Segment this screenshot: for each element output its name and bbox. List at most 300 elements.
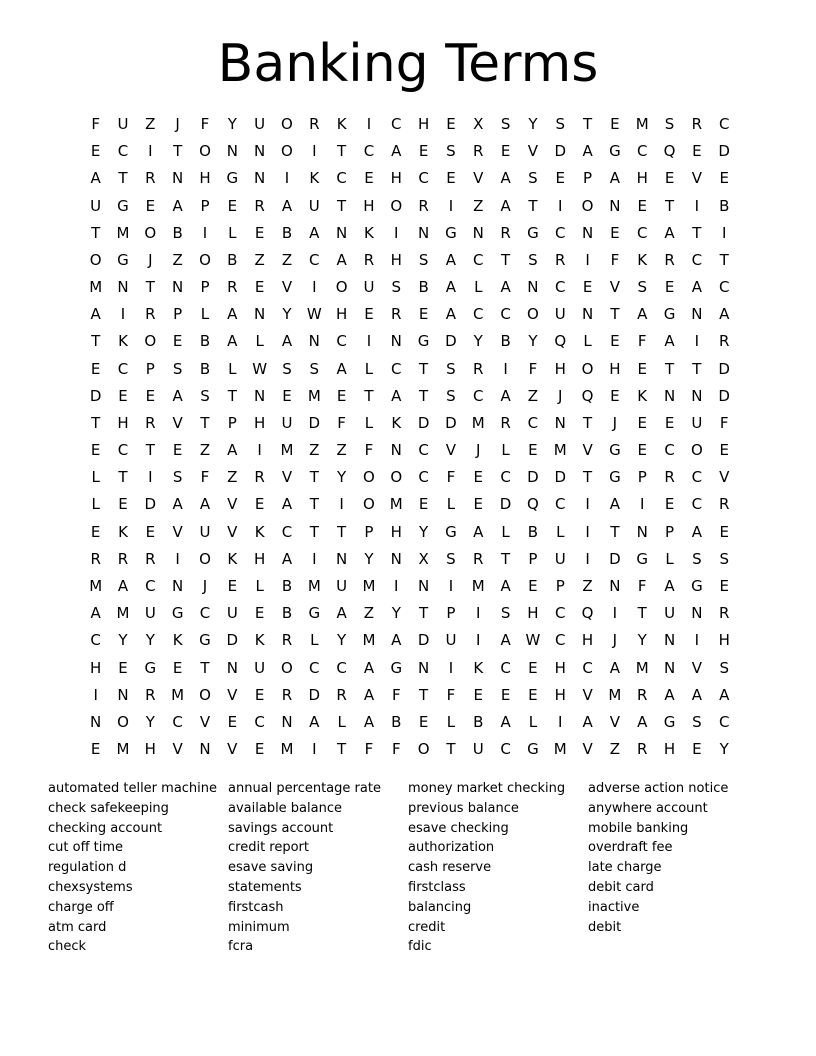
- grid-letter: E: [719, 169, 729, 188]
- grid-letter: R: [254, 468, 265, 487]
- grid-letter: O: [417, 740, 430, 759]
- grid-letter: C: [117, 441, 129, 460]
- grid-letter: F: [364, 441, 374, 460]
- grid-letter: Y: [227, 115, 237, 134]
- word-list-item: statements: [228, 879, 302, 895]
- grid-letter: H: [581, 631, 594, 650]
- grid-letter: R: [391, 305, 402, 324]
- grid-letter: A: [691, 685, 703, 704]
- grid-letter: L: [474, 278, 483, 297]
- grid-row: [82, 356, 738, 383]
- grid-letter: C: [691, 468, 703, 487]
- grid-letter: T: [337, 142, 347, 161]
- grid-letter: A: [227, 332, 238, 351]
- grid-letter: I: [202, 223, 208, 242]
- grid-row: [82, 573, 738, 600]
- grid-letter: T: [200, 413, 210, 432]
- grid-letter: N: [336, 223, 348, 242]
- grid-letter: V: [172, 413, 183, 432]
- grid-letter: U: [254, 658, 266, 677]
- grid-letter: S: [692, 549, 702, 568]
- grid-letter: N: [90, 712, 102, 731]
- grid-letter: R: [637, 740, 648, 759]
- grid-letter: X: [418, 549, 429, 568]
- grid-letter: I: [694, 196, 700, 215]
- grid-letter: E: [555, 169, 565, 188]
- grid-letter: G: [171, 604, 184, 623]
- grid-letter: B: [227, 250, 238, 269]
- grid-letter: A: [637, 305, 648, 324]
- word-list-item: balancing: [408, 899, 472, 915]
- grid-letter: T: [309, 495, 319, 514]
- grid-letter: F: [528, 359, 538, 378]
- grid-letter: Z: [309, 441, 320, 460]
- grid-letter: H: [554, 359, 566, 378]
- word-list-item: late charge: [588, 860, 662, 876]
- grid-letter: A: [445, 250, 457, 269]
- grid-letter: N: [254, 386, 266, 405]
- grid-letter: B: [391, 712, 402, 731]
- grid-letter: P: [227, 413, 237, 432]
- grid-letter: I: [148, 468, 153, 487]
- grid-letter: E: [446, 115, 456, 134]
- grid-letter: A: [500, 278, 511, 297]
- grid-letter: E: [254, 740, 265, 759]
- grid-letter: V: [172, 740, 183, 759]
- grid-letter: O: [581, 196, 594, 215]
- grid-letter: D: [226, 631, 239, 650]
- grid-letter: A: [90, 169, 101, 188]
- grid-letter: Z: [473, 196, 484, 215]
- grid-letter: E: [254, 604, 265, 623]
- grid-letter: I: [394, 223, 399, 242]
- grid-letter: T: [610, 305, 620, 324]
- grid-letter: E: [528, 685, 538, 704]
- grid-letter: U: [336, 577, 348, 595]
- word-column: [228, 779, 408, 957]
- grid-letter: I: [448, 658, 454, 677]
- grid-letter: I: [476, 631, 481, 650]
- grid-letter: R: [555, 250, 566, 269]
- grid-letter: G: [390, 658, 403, 677]
- grid-letter: K: [637, 250, 648, 269]
- grid-letter: E: [500, 142, 511, 161]
- grid-letter: D: [308, 413, 321, 432]
- grid-letter: I: [284, 169, 290, 188]
- grid-letter: E: [637, 359, 647, 378]
- grid-letter: E: [172, 332, 183, 351]
- grid-letter: U: [117, 115, 129, 134]
- grid-letter: E: [118, 495, 128, 514]
- grid-letter: R: [664, 250, 675, 269]
- grid-letter: A: [309, 223, 320, 242]
- word-list-item: fcra: [228, 939, 254, 955]
- grid-letter: R: [637, 685, 648, 704]
- grid-letter: S: [500, 115, 511, 134]
- grid-letter: Z: [145, 115, 156, 134]
- grid-letter: Z: [254, 250, 265, 269]
- grid-letter: H: [609, 359, 621, 378]
- grid-letter: B: [473, 712, 484, 731]
- grid-letter: E: [227, 196, 238, 215]
- grid-letter: E: [118, 658, 128, 677]
- grid-letter: E: [637, 413, 647, 432]
- grid-letter: A: [500, 577, 511, 595]
- grid-letter: E: [336, 386, 347, 405]
- grid-letter: C: [527, 413, 539, 432]
- grid-letter: Y: [528, 332, 538, 351]
- grid-letter: A: [363, 712, 375, 731]
- grid-letter: E: [227, 577, 238, 595]
- grid-letter: J: [476, 441, 481, 460]
- grid-letter: W: [252, 359, 268, 378]
- grid-letter: O: [144, 332, 157, 351]
- grid-letter: R: [473, 549, 484, 568]
- grid-letter: B: [199, 332, 211, 351]
- grid-letter: T: [692, 359, 702, 378]
- grid-letter: K: [336, 115, 347, 134]
- grid-letter: A: [719, 305, 730, 324]
- grid-letter: D: [89, 386, 102, 405]
- grid-row: [82, 600, 738, 627]
- word-column: [48, 779, 228, 957]
- grid-letter: Q: [554, 332, 567, 351]
- grid-letter: G: [527, 740, 539, 759]
- grid-letter: I: [585, 495, 590, 514]
- grid-letter: H: [199, 169, 211, 188]
- grid-letter: A: [500, 169, 511, 188]
- grid-letter: V: [445, 441, 457, 460]
- grid-letter: A: [691, 522, 703, 541]
- grid-letter: C: [391, 359, 402, 378]
- grid-letter: T: [419, 604, 429, 623]
- grid-letter: G: [691, 577, 703, 595]
- grid-letter: J: [558, 386, 563, 405]
- grid-letter: Z: [582, 577, 593, 595]
- grid-letter: M: [553, 740, 567, 759]
- grid-letter: B: [527, 522, 539, 541]
- grid-letter: I: [257, 441, 262, 460]
- grid-letter: F: [719, 413, 729, 432]
- grid-letter: Y: [145, 712, 155, 731]
- grid-letter: L: [501, 441, 510, 460]
- grid-letter: A: [473, 522, 484, 541]
- grid-letter: K: [172, 631, 183, 650]
- grid-letter: T: [91, 413, 101, 432]
- grid-letter: U: [144, 604, 156, 623]
- grid-letter: H: [390, 250, 402, 269]
- grid-letter: Y: [391, 604, 401, 623]
- grid-letter: N: [663, 631, 676, 650]
- grid-letter: K: [118, 332, 128, 351]
- grid-letter: D: [718, 386, 730, 405]
- grid-letter: Y: [337, 468, 347, 487]
- grid-letter: E: [692, 142, 702, 161]
- grid-letter: H: [527, 604, 539, 623]
- grid-letter: Y: [637, 631, 647, 650]
- grid-letter: C: [336, 169, 347, 188]
- grid-letter: T: [145, 441, 155, 460]
- grid-row: [82, 437, 738, 464]
- grid-letter: N: [226, 658, 238, 677]
- grid-letter: V: [582, 740, 593, 759]
- grid-letter: C: [718, 278, 730, 297]
- grid-letter: L: [501, 522, 510, 541]
- grid-letter: S: [309, 359, 320, 378]
- grid-letter: K: [309, 169, 320, 188]
- grid-row: [82, 736, 738, 763]
- grid-letter: T: [501, 250, 511, 269]
- grid-letter: C: [363, 142, 375, 161]
- grid-letter: B: [281, 577, 293, 595]
- grid-letter: D: [144, 495, 157, 514]
- grid-letter: C: [172, 712, 183, 731]
- grid-letter: L: [665, 549, 674, 568]
- grid-letter: E: [227, 712, 238, 731]
- grid-letter: N: [117, 278, 129, 297]
- grid-letter: Z: [336, 441, 347, 460]
- word-search-grid: [82, 111, 738, 763]
- grid-letter: C: [555, 495, 566, 514]
- grid-letter: M: [362, 577, 376, 595]
- grid-letter: H: [417, 115, 430, 134]
- grid-letter: C: [718, 115, 730, 134]
- grid-letter: C: [473, 305, 484, 324]
- grid-letter: N: [254, 169, 266, 188]
- grid-letter: P: [173, 305, 183, 324]
- grid-letter: Z: [281, 250, 293, 269]
- grid-letter: E: [418, 142, 429, 161]
- grid-letter: X: [473, 115, 484, 134]
- grid-letter: C: [500, 658, 511, 677]
- grid-letter: U: [281, 413, 293, 432]
- grid-letter: A: [336, 359, 347, 378]
- grid-letter: M: [280, 740, 294, 759]
- grid-letter: G: [636, 549, 649, 568]
- grid-letter: O: [144, 223, 157, 242]
- grid-letter: C: [555, 278, 566, 297]
- grid-letter: R: [281, 685, 293, 704]
- grid-letter: N: [691, 604, 703, 623]
- grid-row: [82, 682, 738, 709]
- grid-letter: O: [281, 142, 293, 161]
- grid-letter: T: [528, 196, 538, 215]
- grid-letter: G: [445, 522, 457, 541]
- grid-letter: A: [691, 278, 703, 297]
- grid-letter: E: [90, 142, 101, 161]
- grid-letter: R: [145, 169, 156, 188]
- grid-letter: O: [581, 359, 594, 378]
- word-list-item: fdic: [408, 939, 432, 955]
- grid-letter: L: [364, 359, 374, 378]
- grid-letter: I: [585, 522, 590, 541]
- grid-letter: I: [558, 196, 563, 215]
- grid-letter: P: [583, 169, 593, 188]
- grid-row: [82, 491, 738, 518]
- grid-letter: H: [390, 169, 402, 188]
- grid-letter: B: [500, 332, 511, 351]
- grid-row: [82, 519, 738, 546]
- grid-letter: E: [254, 685, 265, 704]
- grid-letter: A: [90, 604, 101, 623]
- grid-letter: M: [116, 740, 130, 759]
- grid-letter: L: [91, 495, 100, 514]
- grid-letter: A: [172, 386, 183, 405]
- grid-letter: F: [391, 685, 401, 704]
- grid-letter: D: [527, 468, 539, 487]
- grid-letter: M: [116, 223, 130, 242]
- grid-letter: R: [473, 142, 484, 161]
- grid-letter: L: [91, 468, 100, 487]
- grid-letter: M: [362, 631, 376, 650]
- grid-letter: E: [254, 223, 265, 242]
- grid-letter: Y: [419, 522, 429, 541]
- grid-letter: V: [281, 468, 293, 487]
- grid-letter: O: [363, 468, 375, 487]
- grid-letter: R: [309, 115, 320, 134]
- grid-letter: S: [418, 250, 429, 269]
- grid-letter: A: [582, 712, 593, 731]
- grid-letter: Z: [527, 386, 539, 405]
- grid-letter: J: [148, 250, 153, 269]
- grid-letter: O: [390, 468, 403, 487]
- grid-letter: K: [637, 386, 648, 405]
- grid-letter: B: [281, 604, 293, 623]
- grid-letter: E: [282, 386, 292, 405]
- grid-letter: T: [173, 142, 183, 161]
- grid-letter: E: [637, 441, 647, 460]
- grid-letter: S: [446, 549, 456, 568]
- grid-letter: C: [418, 169, 429, 188]
- grid-letter: G: [663, 305, 676, 324]
- grid-letter: N: [417, 223, 430, 242]
- grid-letter: E: [418, 495, 429, 514]
- grid-letter: I: [93, 685, 98, 704]
- grid-letter: T: [309, 522, 319, 541]
- grid-letter: V: [227, 522, 238, 541]
- grid-letter: R: [90, 549, 101, 568]
- grid-letter: G: [609, 142, 621, 161]
- grid-letter: D: [499, 495, 512, 514]
- grid-letter: G: [226, 169, 239, 188]
- word-list-item: savings account: [228, 820, 334, 836]
- grid-letter: A: [664, 223, 675, 242]
- grid-letter: S: [719, 549, 729, 568]
- grid-letter: C: [473, 250, 484, 269]
- grid-letter: B: [418, 278, 429, 297]
- grid-letter: A: [363, 685, 375, 704]
- grid-letter: R: [718, 604, 730, 623]
- word-list-item: check safekeeping: [48, 800, 169, 816]
- grid-letter: T: [664, 359, 675, 378]
- grid-letter: L: [446, 712, 456, 731]
- grid-row: [82, 410, 738, 437]
- grid-letter: A: [609, 495, 621, 514]
- grid-letter: M: [471, 577, 485, 595]
- grid-row: [82, 301, 738, 328]
- grid-letter: R: [145, 413, 156, 432]
- grid-letter: C: [336, 658, 347, 677]
- grid-letter: N: [390, 332, 402, 351]
- grid-letter: H: [554, 685, 566, 704]
- grid-letter: R: [718, 332, 730, 351]
- grid-letter: E: [637, 196, 647, 215]
- grid-letter: U: [363, 278, 375, 297]
- grid-letter: R: [718, 495, 730, 514]
- grid-letter: N: [636, 522, 648, 541]
- grid-letter: F: [391, 740, 401, 759]
- grid-letter: E: [719, 522, 729, 541]
- grid-letter: D: [718, 359, 730, 378]
- word-list-item: debit card: [588, 879, 654, 895]
- grid-letter: M: [635, 115, 649, 134]
- grid-letter: E: [664, 495, 675, 514]
- grid-letter: R: [145, 685, 156, 704]
- grid-letter: C: [418, 468, 429, 487]
- grid-letter: K: [364, 223, 374, 242]
- grid-letter: E: [364, 169, 374, 188]
- word-list-item: mobile banking: [588, 820, 689, 836]
- grid-letter: R: [664, 468, 675, 487]
- grid-letter: C: [555, 604, 566, 623]
- grid-letter: E: [473, 685, 483, 704]
- word-list-item: overdraft fee: [588, 840, 673, 856]
- grid-letter: D: [417, 413, 430, 432]
- word-list-item: money market checking: [408, 781, 566, 796]
- grid-letter: N: [609, 577, 621, 595]
- word-column: [408, 779, 588, 957]
- grid-row: [82, 193, 738, 220]
- grid-letter: C: [691, 495, 703, 514]
- grid-letter: C: [664, 441, 675, 460]
- grid-letter: M: [553, 441, 567, 460]
- grid-letter: A: [582, 142, 593, 161]
- word-list-item: firstclass: [408, 879, 466, 895]
- grid-row: [82, 165, 738, 192]
- grid-letter: M: [171, 685, 185, 704]
- grid-letter: I: [448, 196, 454, 215]
- grid-letter: N: [172, 278, 184, 297]
- grid-letter: N: [390, 441, 402, 460]
- grid-letter: S: [692, 712, 702, 731]
- grid-letter: E: [473, 495, 483, 514]
- grid-letter: P: [637, 468, 647, 487]
- grid-letter: U: [445, 631, 457, 650]
- grid-letter: T: [501, 549, 511, 568]
- grid-letter: H: [90, 658, 102, 677]
- word-list-item: inactive: [588, 899, 640, 915]
- grid-letter: E: [418, 712, 429, 731]
- grid-letter: U: [226, 604, 238, 623]
- grid-letter: U: [90, 196, 102, 215]
- grid-letter: V: [719, 468, 730, 487]
- grid-letter: C: [473, 386, 484, 405]
- grid-letter: I: [120, 305, 126, 324]
- grid-letter: F: [200, 115, 210, 134]
- grid-letter: N: [663, 658, 676, 677]
- grid-letter: P: [145, 359, 155, 378]
- word-list-item: annual percentage rate: [228, 781, 381, 796]
- grid-letter: O: [527, 305, 539, 324]
- grid-row: [82, 247, 738, 274]
- grid-letter: A: [609, 658, 621, 677]
- grid-letter: T: [91, 223, 101, 242]
- grid-letter: S: [172, 359, 183, 378]
- grid-letter: A: [609, 169, 621, 188]
- grid-letter: D: [718, 142, 730, 161]
- grid-letter: J: [612, 631, 618, 650]
- word-list-item: available balance: [228, 800, 342, 816]
